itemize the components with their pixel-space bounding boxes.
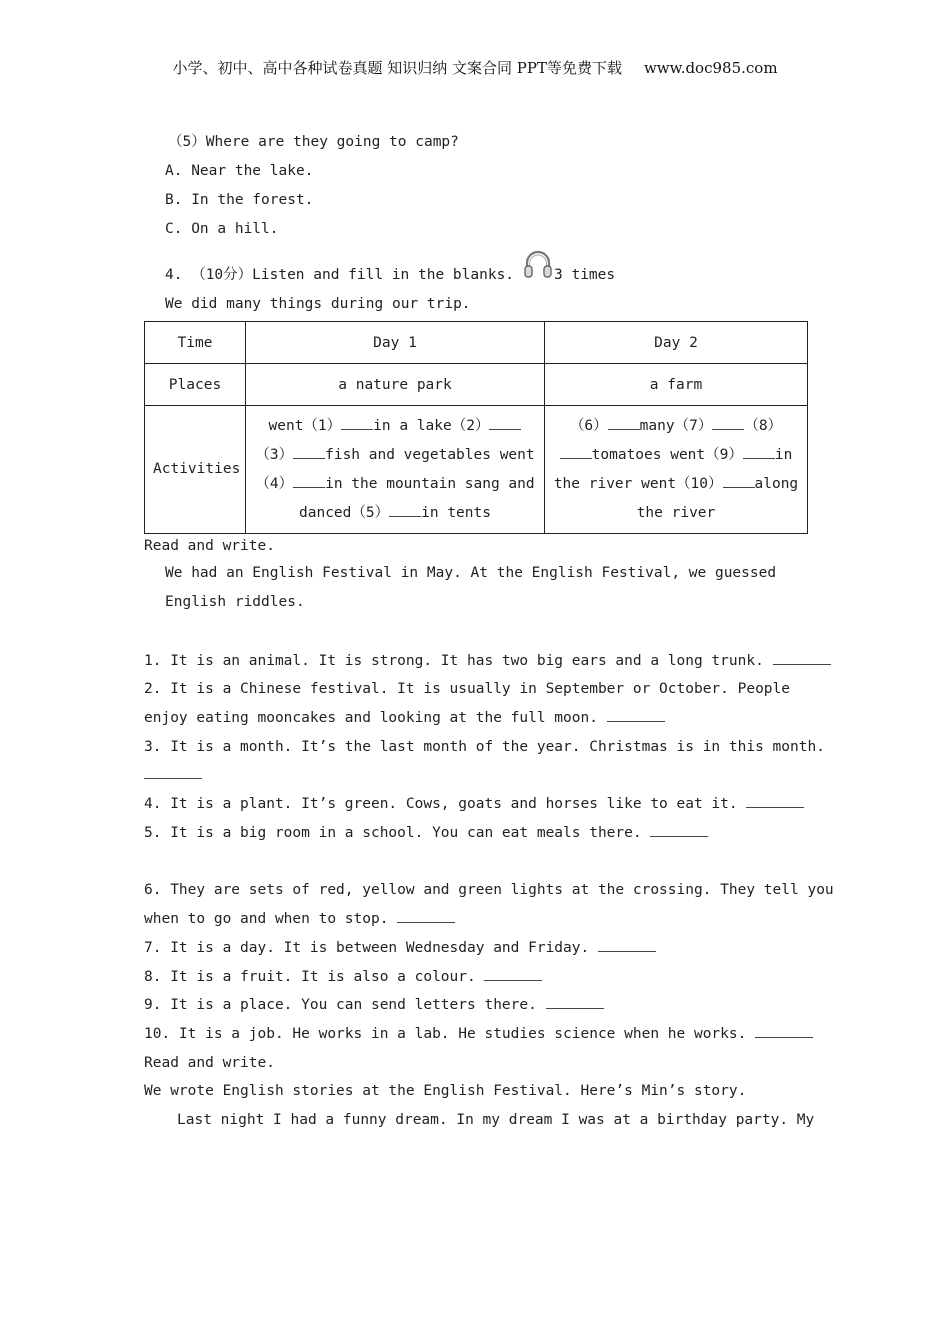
day1-text: （3） xyxy=(255,446,294,463)
header-site: www.doc985.com xyxy=(643,59,778,77)
blank-7[interactable] xyxy=(712,417,744,430)
question-5: （5）Where are they going to camp? xyxy=(168,134,459,150)
riddle-4 xyxy=(144,794,804,814)
day1-text: in a lake（2） xyxy=(373,417,490,434)
riddle-7 xyxy=(144,938,656,958)
riddle-5 xyxy=(144,823,708,843)
header-text: 小学、初中、高中各种试卷真题 知识归纳 文案合同 PPT等免费下载 xyxy=(172,59,622,77)
day1-text: in the mountain sang and xyxy=(325,475,535,492)
day2-text: many（7） xyxy=(639,417,713,434)
activities-label xyxy=(145,406,246,534)
riddle-1 xyxy=(144,651,831,671)
page-header xyxy=(0,57,950,78)
section4-title xyxy=(165,265,514,285)
day1-text: in tents xyxy=(421,504,491,521)
day2-text: the river xyxy=(636,504,716,521)
riddle-text: 1. It is an animal. It is strong. It has two big ears and a long trunk. xyxy=(144,653,764,669)
listen-times: 3 times xyxy=(554,267,616,283)
blank-6[interactable] xyxy=(608,417,640,430)
riddle-5-blank[interactable] xyxy=(650,824,708,837)
places-label: Places xyxy=(145,364,246,406)
activities-row xyxy=(145,406,808,534)
riddle-2: 2. It is a Chinese festival. It is usually in September or October. People xyxy=(144,681,791,697)
section4-intro: We did many things during our trip. xyxy=(165,296,471,312)
activities-label-text: Activities xyxy=(153,461,241,477)
blank-5[interactable] xyxy=(389,504,421,517)
option-c: C. On a hill. xyxy=(165,221,279,237)
riddle-1-blank[interactable] xyxy=(773,652,831,665)
blank-3[interactable] xyxy=(293,446,325,459)
trip-table xyxy=(144,321,808,534)
riddle-text: 8. It is a fruit. It is also a colour. xyxy=(144,969,476,985)
blank-9[interactable] xyxy=(743,446,775,459)
riddle-6-blank[interactable] xyxy=(397,910,455,923)
riddle-text: 10. It is a job. He works in a lab. He studies science when he works. xyxy=(144,1026,747,1042)
day2-text: （8） xyxy=(744,417,783,434)
riddle-10-blank[interactable] xyxy=(755,1025,813,1038)
riddle-4-blank[interactable] xyxy=(746,795,804,808)
riddle-text: when to go and when to stop. xyxy=(144,911,389,927)
th-day1: Day 1 xyxy=(246,322,545,364)
th-time: Time xyxy=(145,322,246,364)
riddle-text: 4. It is a plant. It’s green. Cows, goats and horses like to eat it. xyxy=(144,796,738,812)
day1-text: danced（5） xyxy=(299,504,390,521)
day2-text: the river went（10） xyxy=(553,475,723,492)
headphones-icon[interactable] xyxy=(522,248,554,280)
read1-intro: We had an English Festival in May. At the English Festival, we guessed English riddles. xyxy=(165,565,777,610)
th-day2: Day 2 xyxy=(545,322,808,364)
option-b: B. In the forest. xyxy=(165,192,314,208)
places-row xyxy=(145,364,808,406)
day1-text: went（1） xyxy=(268,417,342,434)
riddle-10 xyxy=(144,1024,813,1044)
day1-place: a nature park xyxy=(246,364,545,406)
riddle-text: 9. It is a place. You can send letters there. xyxy=(144,997,537,1013)
section4-title-text: 4. （10分）Listen and fill in the blanks. xyxy=(165,267,515,283)
riddle-6: 6. They are sets of red, yellow and green lights at the crossing. They tell you xyxy=(144,882,834,898)
day2-place: a farm xyxy=(545,364,808,406)
blank-4[interactable] xyxy=(293,475,325,488)
blank-10[interactable] xyxy=(723,475,755,488)
day2-text: along xyxy=(754,475,799,492)
day2-activities xyxy=(545,406,808,534)
blank-8[interactable] xyxy=(560,446,592,459)
story-start: Last night I had a funny dream. In my dream I was at a birthday party. My xyxy=(177,1112,815,1128)
riddle-7-blank[interactable] xyxy=(598,939,656,952)
riddle-text: 5. It is a big room in a school. You can eat meals there. xyxy=(144,825,642,841)
riddle-3-answer xyxy=(144,765,202,785)
read2-title: Read and write. xyxy=(144,1055,275,1071)
riddle-3-blank[interactable] xyxy=(144,766,202,779)
riddle-text: 7. It is a day. It is between Wednesday and Friday. xyxy=(144,940,590,956)
day2-text: tomatoes went（9） xyxy=(591,446,743,463)
day1-activities xyxy=(246,406,545,534)
riddle-8 xyxy=(144,967,542,987)
read2-intro: We wrote English stories at the English Festival. Here’s Min’s story. xyxy=(144,1083,747,1099)
table-header-row xyxy=(145,322,808,364)
blank-2[interactable] xyxy=(489,417,521,430)
blank-1[interactable] xyxy=(341,417,373,430)
riddle-8-blank[interactable] xyxy=(484,968,542,981)
day1-text: （4） xyxy=(255,475,294,492)
riddle-3: 3. It is a month. It’s the last month of the year. Christmas is in this month. xyxy=(144,739,825,755)
option-a: A. Near the lake. xyxy=(165,163,314,179)
riddle-9-blank[interactable] xyxy=(546,996,604,1009)
read1-title: Read and write. xyxy=(144,538,275,554)
riddle-2-cont xyxy=(144,708,665,728)
day2-text: in xyxy=(774,446,793,463)
riddle-text: enjoy eating mooncakes and looking at the full moon. xyxy=(144,710,598,726)
day1-text: fish and vegetables went xyxy=(325,446,535,463)
riddle-9 xyxy=(144,995,604,1015)
riddle-2-blank[interactable] xyxy=(607,709,665,722)
day2-text: （6） xyxy=(569,417,608,434)
riddle-6-cont xyxy=(144,909,455,929)
